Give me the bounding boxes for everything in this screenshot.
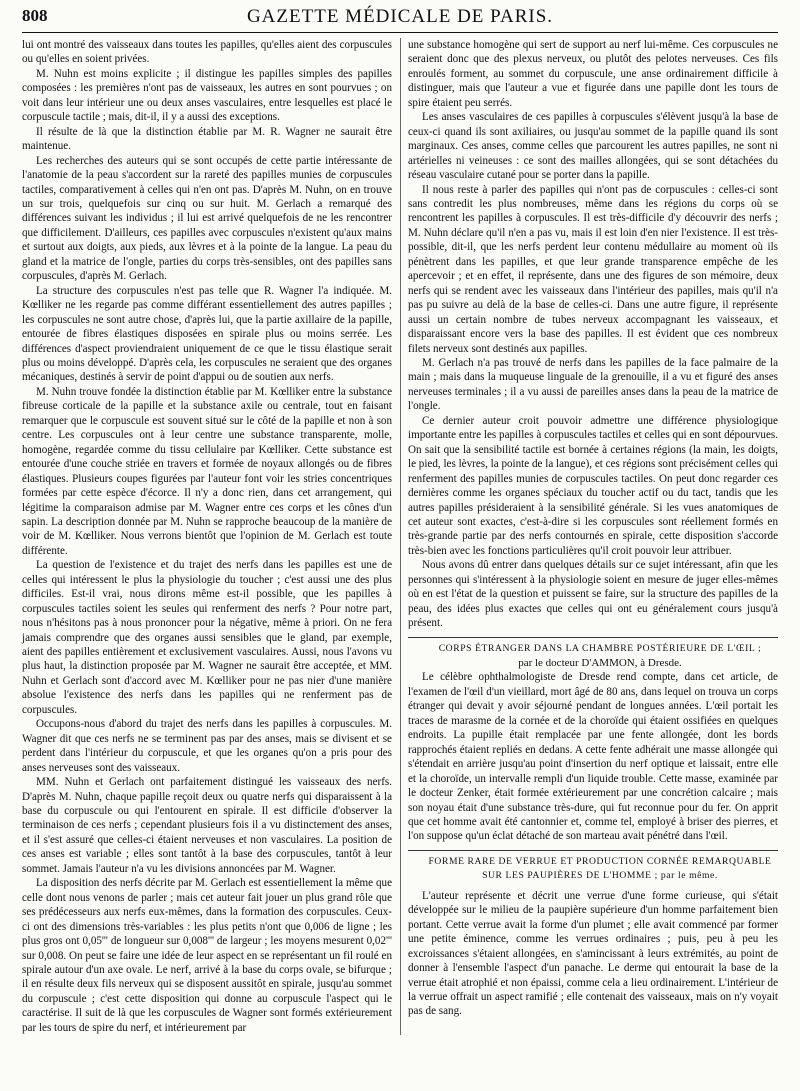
article-title: FORME RARE DE VERRUE ET PRODUCTION CORNÉE REMARQUABLE	[428, 855, 772, 867]
article-title: CORPS ÉTRANGER DANS LA CHAMBRE POSTÉRIEURE DE L'ŒIL ;	[438, 642, 762, 654]
paragraph: lui ont montré des vaisseaux dans toutes les papilles, qu'elles aient des corpuscules ou qu'elles en soient privées.	[22, 39, 392, 66]
paragraph: M. Nuhn est moins explicite ; il distingue les papilles simples des papilles composées : les premières n'ont pas de vaisseaux, les autres en sont pourvues ; on voit dans leur intérieur une ou deux anses vasculaires, entre lesquelles est placé le corpuscule tactile ; mais, dit-il, il y a aussi des exceptions.	[22, 67, 392, 124]
paragraph: M. Nuhn trouve fondée la distinction établie par M. Kœlliker entre la substance fibreuse corticale de la papille et la substance axile ou centrale, tout en faisant remarquer que le corpuscule est souvent situé sur le côté de la papille et non à son centre. Les corpuscules ont à leur centre une substance transparente, molle, homogène, regardée comme du tissu cellulaire par Kœlliker. Cette substance est entourée d'une couche striée en travers et formée de noyaux allongés ou de fibres élastiques. Plusieurs coupes figurées par l'auteur font voir les stries concentriques formées par cette espèce d'écorce. Il n'y a donc rien, dans cet arrangement, qui légitime la comparaison admise par M. Wagner entre ces corps et les cônes d'un sapin. La description donnée par M. Nuhn se rapproche beaucoup de la manière de voir de M. Kœlliker. Nous verrons bientôt que l'opinion de M. Gerlach est toute différente.	[22, 385, 392, 557]
article-title-continued: SUR LES PAUPIÈRES DE L'HOMME ; par le même.	[482, 870, 718, 882]
paragraph: une substance homogène qui sert de support au nerf lui-même. Ces corpuscules ne seraient donc que des plexus nerveux, ou plutôt des pelotes nerveuses. Ces fils enroulés forment, au sommet du corpuscule, une anse ordinairement difficile à distinguer, mais que l'auteur a vue et figurée dans une papille dont les tours de spire étaient peu serrés.	[408, 39, 778, 109]
paragraph: La disposition des nerfs décrite par M. Gerlach est essentiellement la même que celle dont nous venons de parler ; mais cet auteur fait jouer un plus grand rôle que ses prédécesseurs aux nerfs eux-mêmes, dans la formation des corpuscules. Ceux-ci ont des dimensions très-variables : les plus petits n'ont que 0,006 de ligne ; les plus gros ont 0,05''' de longueur sur 0,008''' de largeur ; les moyens mesurent 0,02''' sur 0,008. On peut se faire une idée de leur aspect en se représentant un fil roulé en spirale autour d'un axe ovale. Le nerf, arrivé à la base du corps ovale, se bifurque ; il en résulte deux fils nerveux qui se disposent aussitôt en spirale, jusqu'au sommet du corpuscule ; c'est cette disposition qui donne au corpuscule l'aspect qui le caractérise. Il suit de là que les corpuscules de Wagner sont formés extérieurement par les tours de spire du nerf, et intérieurement par	[22, 877, 392, 1034]
right-column	[408, 38, 778, 1035]
paragraph: Occupons-nous d'abord du trajet des nerfs dans les papilles à corpuscules. M. Wagner dit que ces nerfs ne se terminent pas par des anses, mais se divisent et se perdent dans l'intérieur du corpuscule, et que les organes qu'on a pris pour des anses nerveuses sont des vaisseaux.	[22, 718, 392, 774]
section-divider	[408, 637, 778, 638]
paragraph: Ce dernier auteur croit pouvoir admettre une différence physiologique importante entre les papilles à corpuscules tactiles et celles qui en sont dépourvues. On sait que la sensibilité tactile est bornée à certaines régions (la main, les doigts, le pied, les lèvres, la pointe de la langue), et ces régions sont précisément celles qui renferment des papilles munies de corpuscules tactiles. On peut donc regarder ces dernières comme les organes spéciaux du toucher actif ou du tact, tandis que les autres papilles présideraient à la sensibilité générale. Si les vues anatomiques de cet auteur sont exactes, c'est-à-dire si les corpuscules sont réellement formés en très-grande partie par des nerfs contournés en spirale, cette disposition s'accorde très-bien avec les fonctions particulières qu'il croit pouvoir leur attribuer.	[408, 414, 778, 557]
paragraph: La question de l'existence et du trajet des nerfs dans les papilles est une de celles qui intéressent le plus la physiologie du toucher ; c'est aussi une des plus difficiles. Est-il vrai, nous dirons même est-il possible, que les papilles à corpuscules tactiles soient les seules qui renferment des nerfs ? Pour notre part, nous n'hésitons pas à nous prononcer pour la négative, même à priori. On ne fera jamais comprendre que des organes aussi sensibles que le gland, par exemple, aient des papilles entièrement et exclusivement vasculaires. Aussi, nous l'avons vu plus haut, la distinction proposée par M. Wagner ne saurait être acceptée, et MM. Nuhn et Gerlach sont d'accord avec M. Kœlliker pour ne pas nier d'une manière absolue l'existence des nerfs dans les papilles qui ne renferment pas de corpuscules.	[22, 559, 392, 716]
article-byline: par le docteur D'AMMON, à Dresde.	[518, 657, 682, 670]
section-divider	[408, 850, 778, 851]
paragraph: M. Gerlach n'a pas trouvé de nerfs dans les papilles de la face palmaire de la main ; mais dans la muqueuse linguale de la grenouille, il a vu et figuré des anses nerveuses terminales ; il a vu aussi de pareilles anses dans la peau de la matrice de l'ongle.	[408, 356, 778, 413]
journal-title: GAZETTE MÉDICALE DE PARIS.	[246, 6, 554, 27]
page-number: 808	[22, 6, 48, 25]
left-column	[22, 38, 392, 1035]
paragraph: Les anses vasculaires de ces papilles à corpuscules s'élèvent jusqu'à la base de ceux-ci quand ils sont axiliaires, ou jusqu'au sommet de la papille quand ils sont marginaux. Ces anses, comme celles que parcourent les autres papilles, ne sont ni artérielles ni veineuses : ce sont des mailles allongées, qui se sont détachées du réseau vasculaire cutané pour se porter dans la papille.	[408, 111, 778, 182]
paragraph: Il résulte de là que la distinction établie par M. R. Wagner ne saurait être maintenue.	[22, 125, 392, 153]
paragraph: Il nous reste à parler des papilles qui n'ont pas de corpuscules : celles-ci sont sans contredit les plus nombreuses, même dans les régions du corps où se rencontrent les papilles à corpuscules. Il est très-difficile d'y découvrir des nerfs ; M. Nuhn déclare qu'il n'en a pas vu, mais il est loin d'en nier l'existence. Il est très-possible, dit-il, que les nerfs perdent leur contenu médullaire au moment où ils pénètrent dans les papilles, et que leur grande transparence empêche de les apercevoir ; et en effet, il représente, dans une des figures de son mémoire, deux nerfs qui se rendent avec les vaisseaux dans l'intérieur des papilles, mais qu'il n'a pas pu suivre au delà de la base de celles-ci. Dans une autre figure, il représente aussi un certain nombre de tubes nerveux accompagnant les vaisseaux, et disparaissant encore vers la base des papilles. Il est évident que ces nombreux filets nerveux sont destinés aux papilles.	[408, 183, 778, 355]
paragraph: Nous avons dû entrer dans quelques détails sur ce sujet intéressant, afin que les personnes qui s'intéressent à la physiologie soient en mesure de juger elles-mêmes où en est l'état de la question et puissent se faire, sur la structure des papilles de la peau, des idées plus exactes que celles qui ont eu généralement cours jusqu'à présent.	[408, 559, 778, 630]
paragraph: La structure des corpuscules n'est pas telle que R. Wagner l'a indiquée. M. Kœlliker ne les regarde pas comme différant essentiellement des autres papilles ; les corpuscules ne sont autre chose, d'après lui, que la partie axillaire de la papille, entourée de fibres élastiques disposées en spirale plus ou moins serrée. Les différences d'aspect proviendraient uniquement de ce que le tissu élastique serait plus ou moins développé. D'après cela, les corpuscules ne seraient que des organes mécaniques, destinés à servir de point d'appui ou de soutien aux nerfs.	[22, 284, 392, 384]
text-columns	[22, 38, 778, 1035]
paragraph: MM. Nuhn et Gerlach ont parfaitement distingué les vaisseaux des nerfs. D'après M. Nuhn, chaque papille reçoit deux ou quatre nerfs qui disparaissent à la base du corpuscule ou qui l'entourent en spirale. Il est difficile d'observer la terminaison de ces nerfs ; cependant plusieurs fois il a vu distinctement des anses, et il s'est assuré que celles-ci étaient nerveuses et non vasculaires. La position de ces anses est variable ; elles sont tantôt à la base des corpuscules, tantôt à leur sommet. Jamais l'auteur n'a vu les divisions annoncées par M. Wagner.	[22, 776, 392, 875]
paragraph: L'auteur représente et décrit une verrue d'une forme curieuse, qui s'était développée sur le milieu de la paupière supérieure d'un homme parfaitement bien portant. Cette verrue avait la forme d'un plumet ; elle avait commencé par former une petite éminence, comme les verrues ordinaires ; puis, peu à peu les excroissances s'étaient allongées, en s'amincissant à leurs extrémités, au point de donner à l'ensemble l'aspect d'un panache. Le derme qui entourait la base de la verrue était atrophié et non épaissi, comme cela a lieu ordinairement. L'intérieur de la verrue offrait un aspect ramifié ; elle contenait des vaisseaux, mais on n'y voyait pas de sang.	[408, 889, 778, 1018]
paragraph: Les recherches des auteurs qui se sont occupés de cette partie intéressante de l'anatomie de la peau s'accordent sur la rareté des papilles munies de corpuscules tactiles, comparativement à celles qui n'en ont pas. D'après M. Nuhn, on en trouve un sur trois, quelquefois sur cinq ou sur huit. M. Gerlach a remarqué des différences suivant les individus ; il lui est arrivé quelquefois de ne les rencontrer que difficilement. D'ailleurs, ces papilles avec corpuscules n'existent qu'aux mains et surtout aux doigts, aux pieds, aux lèvres et à la pointe de la langue. La peau du gland et la matrice de l'ongle, parties du corps très-sensibles, ont des papilles sans corpuscules, d'après M. Gerlach.	[22, 154, 392, 283]
paragraph: Le célèbre ophthalmologiste de Dresde rend compte, dans cet article, de l'examen de l'œil d'un vieillard, mort âgé de 80 ans, dans lequel on trouva un corps étranger qui devait y avoir séjourné pendant de longues années. L'œil portait les traces de marasme de la cornée et de la choroïde qui étaient ossifiées en quelques endroits. La pupille était remplacée par une fente allongée, dont les bords rapprochés étaient repliés en dedans. A cette fente adhérait une masse allongée qui s'étendait en arrière jusqu'au point d'insertion du nerf optique et laissait, entre elle et la choroïde, un intervalle rempli d'un liquide trouble. Cette masse, examinée par le docteur Zenker, était formée extérieurement par une concrétion calcaire ; mais son noyau était d'une substance très-dure, qui fut reconnue pour du fer. On apprit que cet homme avait été cantonnier et, comme tel, employé à briser des pierres, et l'on suppose qu'un éclat détaché de son marteau avait pénétré dans l'œil.	[408, 671, 778, 843]
page-header	[22, 6, 778, 33]
